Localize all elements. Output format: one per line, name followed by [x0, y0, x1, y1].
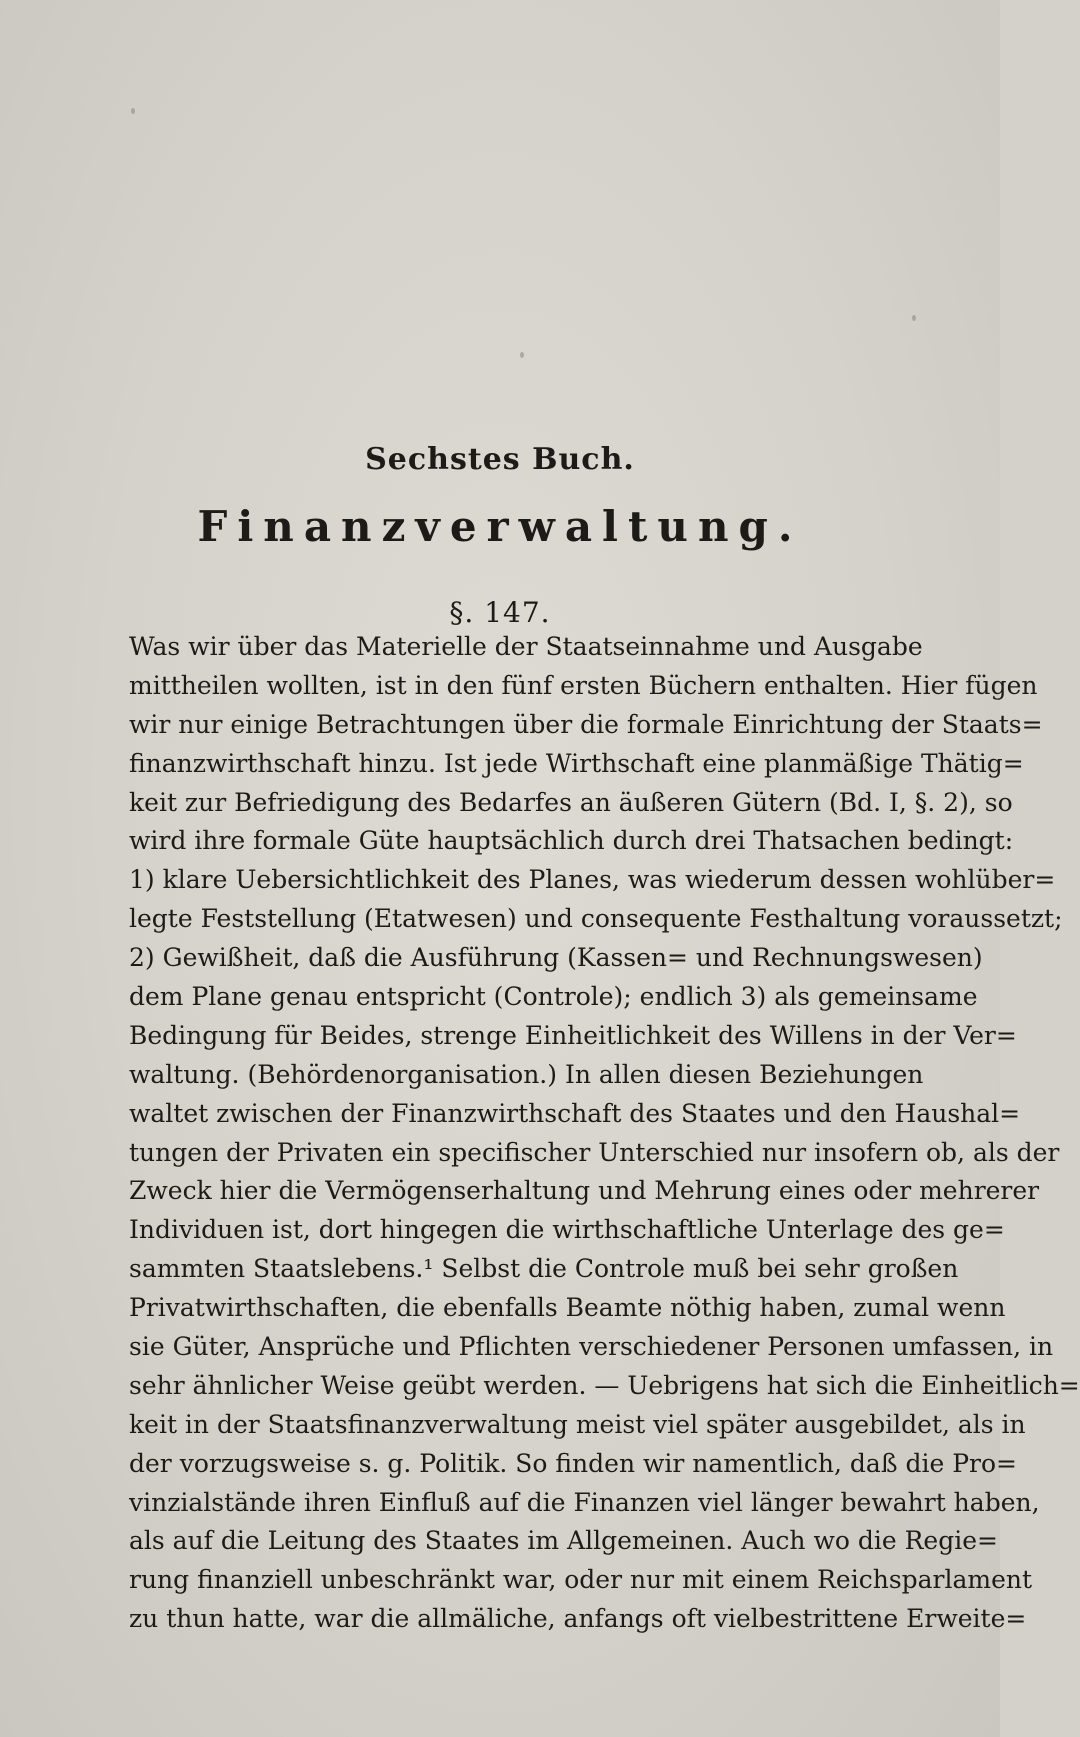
body-line: Individuen ist, dort hingegen die wirthschaftliche Unterlage des ge= — [129, 1215, 1005, 1245]
body-line: keit zur Befriedigung des Bedarfes an äußeren Gütern (Bd. I, §. 2), so — [129, 787, 1013, 817]
body-line: 1) klare Uebersichtlichkeit des Planes, was wiederum dessen wohlüber= — [129, 865, 1056, 895]
body-line: mittheilen wollten, ist in den fünf ersten Büchern enthalten. Hier fügen — [129, 670, 1038, 700]
section-heading: Finanzverwaltung. — [197, 502, 803, 551]
body-line: sammten Staatslebens.¹ Selbst die Controle muß bei sehr großen — [129, 1254, 959, 1284]
body-line: 2) Gewißheit, daß die Ausführung (Kassen= und Rechnungswesen) — [129, 943, 983, 973]
body-line: wir nur einige Betrachtungen über die formale Einrichtung der Staats= — [129, 709, 1043, 739]
body-line: zu thun hatte, war die allmäliche, anfangs oft vielbestrittene Erweite= — [129, 1604, 1027, 1634]
body-line: dem Plane genau entspricht (Controle); endlich 3) als gemeinsame — [129, 982, 978, 1012]
body-line: legte Feststellung (Etatwesen) und consequente Festhaltung voraussetzt; — [129, 904, 1063, 934]
print-speck — [131, 108, 135, 114]
body-line: sehr ähnlicher Weise geübt werden. — Uebrigens hat sich die Einheitlich= — [129, 1370, 1080, 1400]
print-speck — [912, 315, 916, 321]
section-number: §. 147. — [449, 596, 551, 629]
body-line: wird ihre formale Güte hauptsächlich durch drei Thatsachen bedingt: — [129, 826, 1014, 856]
body-line: keit in der Staatsfinanzverwaltung meist viel später ausgebildet, als in — [129, 1409, 1026, 1439]
body-line: sie Güter, Ansprüche und Pflichten verschiedener Personen umfassen, in — [129, 1332, 1054, 1362]
body-line: Zweck hier die Vermögenserhaltung und Mehrung eines oder mehrerer — [129, 1176, 1040, 1206]
body-line: tungen der Privaten ein specifischer Unterschied nur insofern ob, als der — [129, 1137, 1060, 1167]
body-line: Privatwirthschaften, die ebenfalls Beamte nöthig haben, zumal wenn — [129, 1293, 1006, 1323]
body-line: Bedingung für Beides, strenge Einheitlichkeit des Willens in der Ver= — [129, 1020, 1017, 1050]
body-text — [129, 628, 1080, 1639]
print-speck — [520, 352, 524, 358]
book-heading: Sechstes Buch. — [365, 442, 635, 477]
body-line: vinzialstände ihren Einfluß auf die Finanzen viel länger bewahrt haben, — [129, 1487, 1040, 1517]
show-through-header — [300, 110, 940, 144]
body-line: als auf die Leitung des Staates im Allgemeinen. Auch wo die Regie= — [129, 1526, 998, 1556]
body-line: der vorzugsweise s. g. Politik. So finden wir namentlich, daß die Pro= — [129, 1448, 1017, 1478]
body-line: rung finanziell unbeschränkt war, oder nur mit einem Reichsparlament — [129, 1565, 1033, 1595]
body-line: waltung. (Behördenorganisation.) In allen diesen Beziehungen — [129, 1059, 924, 1089]
body-line: Was wir über das Materielle der Staatseinnahme und Ausgabe — [129, 632, 923, 661]
body-line: waltet zwischen der Finanzwirthschaft des Staates und den Haushal= — [129, 1098, 1021, 1128]
body-line: finanzwirthschaft hinzu. Ist jede Wirthschaft eine planmäßige Thätig= — [129, 748, 1024, 778]
